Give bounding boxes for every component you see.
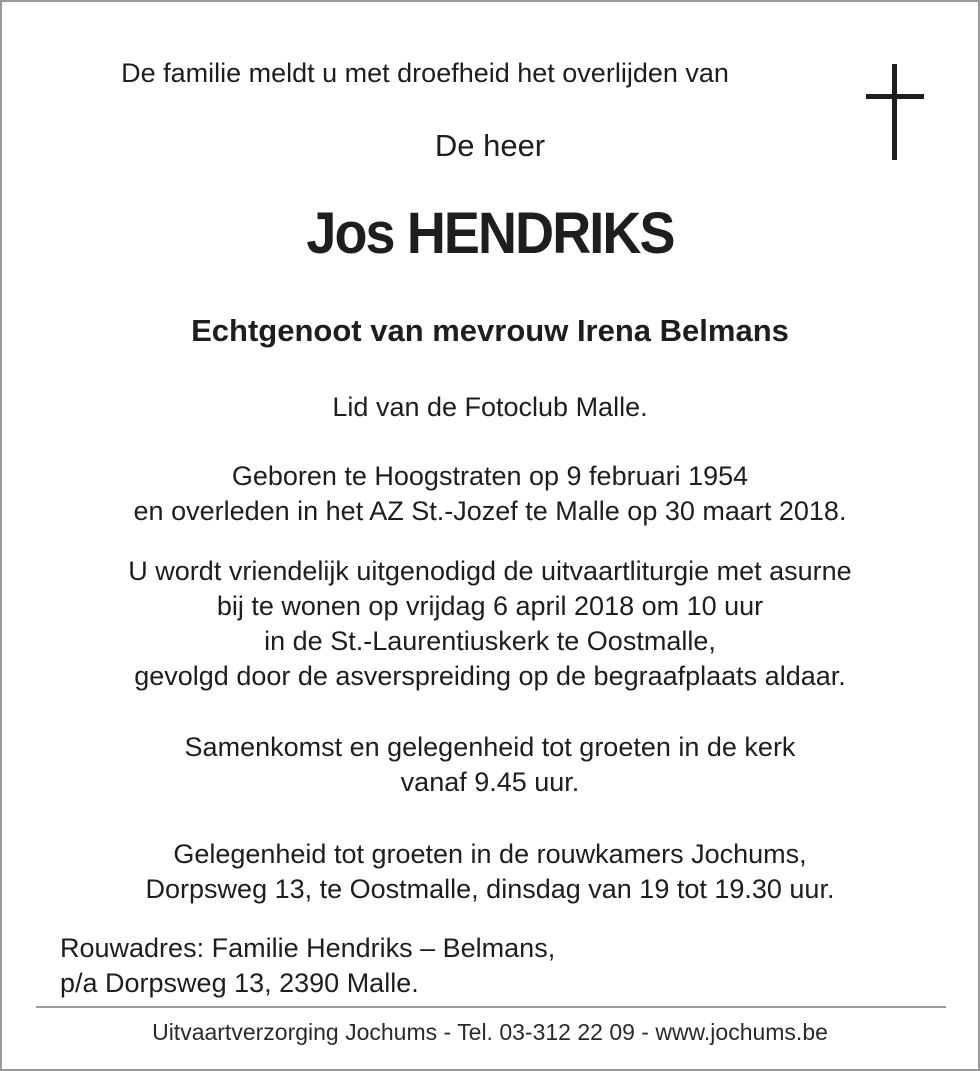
gathering-line: vanaf 9.45 uur.: [400, 767, 580, 797]
mourning-address: [60, 931, 555, 1001]
gathering-paragraph: [2, 730, 978, 800]
gathering-line: Samenkomst en gelegenheid tot groeten in de kerk: [184, 732, 796, 762]
visitation-paragraph: [2, 837, 978, 907]
birth-line: Geboren te Hoogstraten op 9 februari 1954: [231, 461, 749, 491]
funeral-line: in de St.-Laurentiuskerk te Oostmalle,: [264, 626, 716, 656]
death-line: en overleden in het AZ St.-Jozef te Malle op 30 maart 2018.: [133, 496, 847, 526]
deceased-name: Jos HENDRIKS: [306, 201, 674, 266]
membership-line: Lid van de Fotoclub Malle.: [332, 392, 648, 422]
visitation-line: Dorpsweg 13, te Oostmalle, dinsdag van 19 tot 19.30 uur.: [145, 874, 835, 904]
announcement-intro: De familie meldt u met droefheid het overlijden van: [121, 58, 729, 88]
visitation-line: Gelegenheid tot groeten in de rouwkamers Jochums,: [173, 839, 807, 869]
spouse-line: Echtgenoot van mevrouw Irena Belmans: [191, 313, 789, 348]
funeral-paragraph: [2, 554, 978, 694]
birth-death-paragraph: [2, 459, 978, 529]
address-line: Rouwadres: Familie Hendriks – Belmans,: [60, 933, 556, 963]
funeral-line: bij te wonen op vrijdag 6 april 2018 om 10 uur: [216, 591, 764, 621]
address-line: p/a Dorpsweg 13, 2390 Malle.: [60, 968, 419, 998]
funeral-home-footer: Uitvaartverzorging Jochums - Tel. 03-312 22 09 - www.jochums.be: [152, 1019, 828, 1045]
footer-divider: [36, 1006, 946, 1008]
funeral-line: U wordt vriendelijk uitgenodigd de uitvaartliturgie met asurne: [128, 556, 852, 586]
funeral-line: gevolgd door de asverspreiding op de begraafplaats aldaar.: [134, 661, 846, 691]
title-prefix: De heer: [434, 128, 546, 163]
